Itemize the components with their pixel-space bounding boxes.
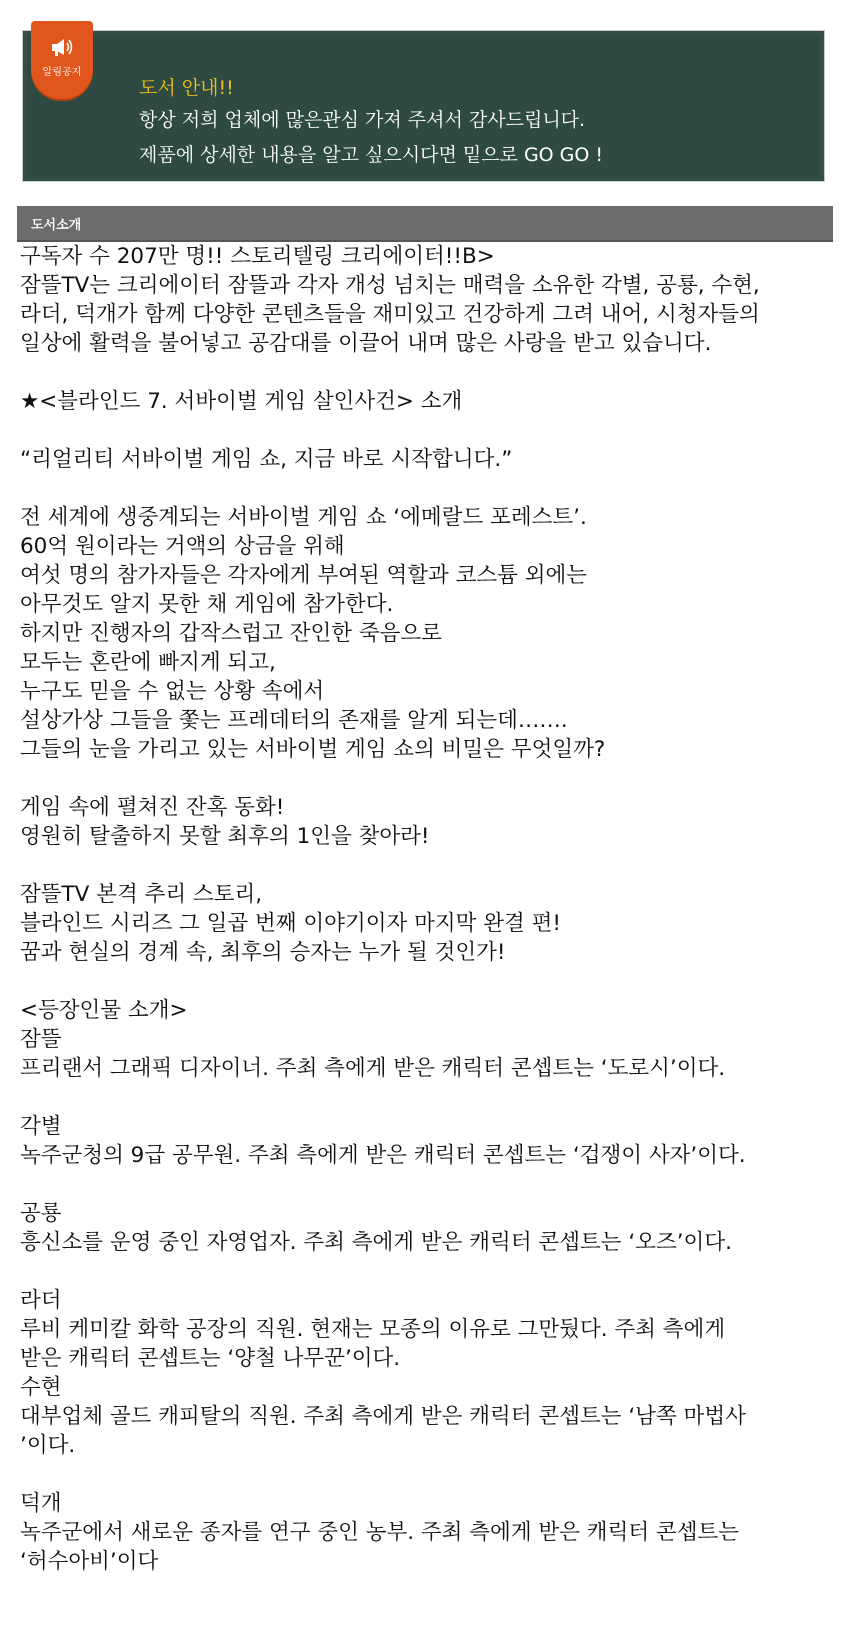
text-line: 프리랜서 그래픽 디자이너. 주최 측에게 받은 캐릭터 콘셉트는 ‘도로시’이다. xyxy=(20,1056,726,1081)
blank-line xyxy=(20,474,832,503)
blank-line xyxy=(20,1170,832,1199)
text-line: 라더 xyxy=(20,1288,62,1313)
text-line: 잠뜰TV는 크리에이터 잠뜰과 각자 개성 넘치는 매력을 소유한 각별, 공룡, 수현, xyxy=(20,273,760,298)
notice-title: 도서 안내!! xyxy=(139,77,234,99)
notice-board xyxy=(22,30,825,182)
text-line: 설상가상 그들을 쫓는 프레데터의 존재를 알게 되는데……. xyxy=(20,708,568,733)
text-line: 전 세계에 생중계되는 서바이벌 게임 쇼 ‘에메랄드 포레스트’. xyxy=(20,505,587,530)
text-line: 누구도 믿을 수 없는 상황 속에서 xyxy=(20,679,325,704)
text-line: 라더, 덕개가 함께 다양한 콘텐츠들을 재미있고 건강하게 그려 내어, 시청자들의 xyxy=(20,302,760,327)
blank-line xyxy=(20,851,832,880)
text-line: 녹주군청의 9급 공무원. 주최 측에게 받은 캐릭터 콘셉트는 ‘겁쟁이 사자’이다. xyxy=(20,1143,746,1168)
text-line: 블라인드 시리즈 그 일곱 번째 이야기이자 마지막 완결 편! xyxy=(20,911,561,936)
text-line: 구독자 수 207만 명!! 스토리텔링 크리에이터!!B> xyxy=(20,244,495,269)
text-line: 대부업체 골드 캐피탈의 직원. 주최 측에게 받은 캐릭터 콘셉트는 ‘남쪽 마법사 xyxy=(20,1404,746,1429)
blank-line xyxy=(20,967,832,996)
text-line: “리얼리티 서바이벌 게임 쇼, 지금 바로 시작합니다.” xyxy=(20,447,513,472)
blank-line xyxy=(20,764,832,793)
badge-label: 알림공지 xyxy=(42,67,82,78)
text-line: 60억 원이라는 거액의 상금을 위해 xyxy=(20,534,345,559)
blank-line xyxy=(20,1083,832,1112)
text-line: 공룡 xyxy=(20,1201,62,1226)
text-line: 아무것도 알지 못한 채 게임에 참가한다. xyxy=(20,592,394,617)
book-description xyxy=(20,242,832,1576)
text-line: 영원히 탈출하지 못할 최후의 1인을 찾아라! xyxy=(20,824,430,849)
section-header xyxy=(17,206,833,242)
megaphone-icon xyxy=(49,36,75,58)
text-line: 모두는 혼란에 빠지게 되고, xyxy=(20,650,276,675)
notice-line-1: 항상 저희 업체에 많은관심 가져 주셔서 감사드립니다. xyxy=(139,109,586,131)
text-line: 여섯 명의 참가자들은 각자에게 부여된 역할과 코스튬 외에는 xyxy=(20,563,588,588)
text-line: 받은 캐릭터 콘셉트는 ‘양철 나무꾼’이다. xyxy=(20,1346,401,1371)
text-line: 흥신소를 운영 중인 자영업자. 주최 측에게 받은 캐릭터 콘셉트는 ‘오즈’이다. xyxy=(20,1230,732,1255)
blank-line xyxy=(20,1257,832,1286)
notice-badge xyxy=(31,21,93,99)
text-line: ★<블라인드 7. 서바이벌 게임 살인사건> 소개 xyxy=(20,389,463,414)
section-title: 도서소개 xyxy=(31,217,82,233)
text-line: 잠뜰 xyxy=(20,1027,62,1052)
text-line: 게임 속에 펼쳐진 잔혹 동화! xyxy=(20,795,285,820)
text-line: 루비 케미칼 화학 공장의 직원. 현재는 모종의 이유로 그만뒀다. 주최 측에게 xyxy=(20,1317,726,1342)
text-line: 꿈과 현실의 경계 속, 최후의 승자는 누가 될 것인가! xyxy=(20,940,506,965)
text-line: 덕개 xyxy=(20,1491,62,1516)
text-line: 잠뜰TV 본격 추리 스토리, xyxy=(20,882,263,907)
text-line: <등장인물 소개> xyxy=(20,998,188,1023)
notice-line-2: 제품에 상세한 내용을 알고 싶으시다면 밑으로 GO GO ! xyxy=(139,144,604,166)
text-line: ‘허수아비’이다 xyxy=(20,1549,159,1574)
text-line: 각별 xyxy=(20,1114,62,1139)
blank-line xyxy=(20,1460,832,1489)
text-line: 그들의 눈을 가리고 있는 서바이벌 게임 쇼의 비밀은 무엇일까? xyxy=(20,737,606,762)
blank-line xyxy=(20,358,832,387)
text-line: 수현 xyxy=(20,1375,62,1400)
text-line: 일상에 활력을 불어넣고 공감대를 이끌어 내며 많은 사랑을 받고 있습니다. xyxy=(20,331,712,356)
text-line: 하지만 진행자의 갑작스럽고 잔인한 죽음으로 xyxy=(20,621,442,646)
text-line: 녹주군에서 새로운 종자를 연구 중인 농부. 주최 측에게 받은 캐릭터 콘셉트는 xyxy=(20,1520,740,1545)
blank-line xyxy=(20,416,832,445)
text-line: ’이다. xyxy=(20,1433,76,1458)
